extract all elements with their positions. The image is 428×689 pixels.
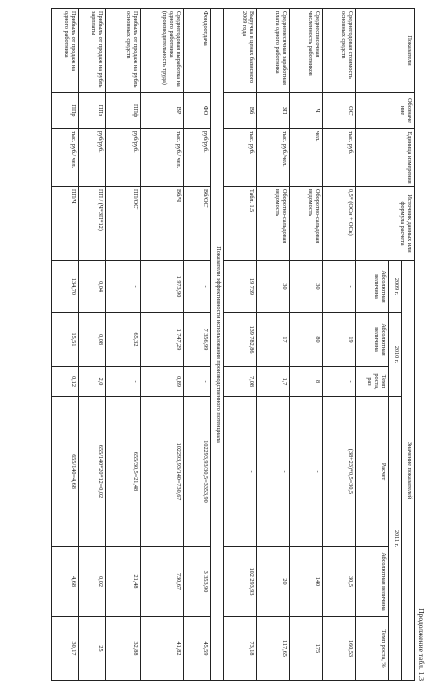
row-unit: руб/руб.: [106, 129, 141, 187]
row-code: ЗП: [257, 93, 290, 129]
header-calculation: Расчет: [356, 397, 389, 547]
row-source: Вб/Ч: [141, 187, 184, 261]
row-value-2010: 0,08: [79, 313, 106, 367]
header-2009: 2009 г.: [389, 261, 402, 313]
row-calculation: -: [257, 397, 290, 547]
row-name: Прибыль от продаж на рубль зарплаты: [79, 9, 106, 93]
row-calculation: -: [290, 397, 323, 547]
row-code: ВР: [141, 93, 184, 129]
row-value-2010: 1 747,29: [141, 313, 184, 367]
row-value-2010: 17: [257, 313, 290, 367]
row-value-2011: 102 293,93: [224, 547, 257, 617]
header-growth-2011: Темп роста, %: [356, 617, 389, 681]
row-value-2009: -: [323, 261, 356, 313]
row-growth-2010: 8: [290, 367, 323, 397]
row-unit: тыс. руб./ чел.: [141, 129, 184, 187]
row-name: Выручка в ценах базисного 2009 года: [224, 9, 257, 93]
row-unit: тыс. руб.: [224, 129, 257, 187]
row-growth-2011: 175: [290, 617, 323, 681]
row-value-2009: 30: [257, 261, 290, 313]
table-row: [106, 9, 141, 681]
header-designation: Обозначе ние: [356, 93, 415, 129]
row-value-2011: 20: [257, 547, 290, 617]
row-source: Оборотно-сальдовая ведомость: [257, 187, 290, 261]
header-2010: 2010 г.: [389, 313, 402, 397]
row-calculation: -: [224, 397, 257, 547]
row-value-2009: 1 973,90: [141, 261, 184, 313]
row-unit: тыс. руб./чел.: [257, 129, 290, 187]
row-code: ФО: [184, 93, 211, 129]
row-name: Среднемесячная заработная плата одного работника: [257, 9, 290, 93]
row-growth-2010: 1,7: [257, 367, 290, 397]
header-absolute-2010: Абсолютная величина: [356, 313, 389, 367]
header-indicators: Показатели: [356, 9, 415, 93]
row-value-2009: 134,70: [52, 261, 79, 313]
row-growth-2010: 2,0: [79, 367, 106, 397]
table-row: [141, 9, 184, 681]
row-calculation: 655/140=4,68: [52, 397, 79, 547]
row-source: ПП/ОС̄: [106, 187, 141, 261]
row-value-2009: 30: [290, 261, 323, 313]
row-name: Среднегодовая стоимость основных средств: [323, 9, 356, 93]
row-value-2009: -: [106, 261, 141, 313]
row-value-2010: 65,32: [106, 313, 141, 367]
row-code: ОС̄: [323, 93, 356, 129]
header-absolute-2009: Абсолютная величина: [356, 261, 389, 313]
row-value-2011: 21,48: [106, 547, 141, 617]
row-code: ППр: [52, 93, 79, 129]
row-name: Среднегодовая выработка на одного работника (производительность труда): [141, 9, 184, 93]
table-row: [184, 9, 211, 681]
row-value-2011: 730,67: [141, 547, 184, 617]
row-growth-2011: 117,65: [257, 617, 290, 681]
row-value-2011: 140: [290, 547, 323, 617]
table-row: [52, 9, 79, 681]
row-growth-2010: -: [106, 367, 141, 397]
row-value-2011: 4,68: [52, 547, 79, 617]
header-source: Источник данных или формула расчета: [356, 187, 415, 261]
row-source: 0,5* (ОСн + ОСк): [323, 187, 356, 261]
row-unit: руб/руб.: [79, 129, 106, 187]
row-growth-2011: 45,59: [184, 617, 211, 681]
row-growth-2011: 160,53: [323, 617, 356, 681]
row-code: Ч: [290, 93, 323, 129]
row-source: ПП / (Ч*ЗП*12): [79, 187, 106, 261]
header-absolute-2011: Абсолютная величина: [356, 547, 389, 617]
row-value-2011: 30,5: [323, 547, 356, 617]
table-row: [257, 9, 290, 681]
row-calculation: 655/30,5=21,48: [106, 397, 141, 547]
row-growth-2010: -: [184, 367, 211, 397]
row-source: Табл. 1.5: [224, 187, 257, 261]
row-value-2009: 0,04: [79, 261, 106, 313]
header-values: Значение показателей: [402, 261, 415, 681]
row-calculation: 655/140*20*12=0,02: [79, 397, 106, 547]
row-value-2010: 19: [323, 313, 356, 367]
row-growth-2011: 73,18: [224, 617, 257, 681]
header-unit: Единица измерения: [356, 129, 415, 187]
table-row: [79, 9, 106, 681]
row-calculation: 102293,93/140=730,67: [141, 397, 184, 547]
row-value-2010: 139 782,86: [224, 313, 257, 367]
row-growth-2011: 32,88: [106, 617, 141, 681]
row-name: Среднесписочная численность работников: [290, 9, 323, 93]
table-row: [224, 9, 257, 681]
row-value-2010: 7 356,99: [184, 313, 211, 367]
row-growth-2011: 25: [79, 617, 106, 681]
row-code: ППф: [106, 93, 141, 129]
row-growth-2010: 0,12: [52, 367, 79, 397]
table-row: [290, 9, 323, 681]
row-code: Вб: [224, 93, 257, 129]
row-growth-2010: -: [323, 367, 356, 397]
header-growth-2010: Темп роста, раз: [356, 367, 389, 397]
indicators-table: [51, 8, 415, 681]
row-value-2011: 0,02: [79, 547, 106, 617]
row-code: ППз: [79, 93, 106, 129]
table-row: [323, 9, 356, 681]
row-unit: тыс. руб./ чел.: [52, 129, 79, 187]
row-calculation: 102293,93/30,5=3353,90: [184, 397, 211, 547]
row-growth-2011: 30,17: [52, 617, 79, 681]
continuation-label: Продолжение табл. 1.3: [417, 608, 426, 681]
row-source: ПП/Ч: [52, 187, 79, 261]
row-name: Фондоотдача: [184, 9, 211, 93]
section-title: Показатели эффективности использования производственного потенциала: [211, 9, 224, 681]
header-2011: 2011 г.: [389, 397, 402, 681]
row-unit: руб/руб.: [184, 129, 211, 187]
row-value-2009: -: [184, 261, 211, 313]
row-growth-2011: 41,82: [141, 617, 184, 681]
row-source: Вб/ОС̄: [184, 187, 211, 261]
row-value-2009: 19 739: [224, 261, 257, 313]
row-value-2010: 15,51: [52, 313, 79, 367]
row-growth-2010: 7,08: [224, 367, 257, 397]
row-source: Оборотно-сальдовая ведомость: [290, 187, 323, 261]
row-unit: тыс. руб.: [323, 129, 356, 187]
row-value-2011: 3 353,90: [184, 547, 211, 617]
row-name: Прибыль от продаж на рубль основных средств: [106, 9, 141, 93]
row-unit: чел.: [290, 129, 323, 187]
row-name: Прибыль от продаж на одного работника: [52, 9, 79, 93]
row-growth-2010: 0,89: [141, 367, 184, 397]
row-value-2010: 80: [290, 313, 323, 367]
row-calculation: (38+23)*0,5=30,5: [323, 397, 356, 547]
